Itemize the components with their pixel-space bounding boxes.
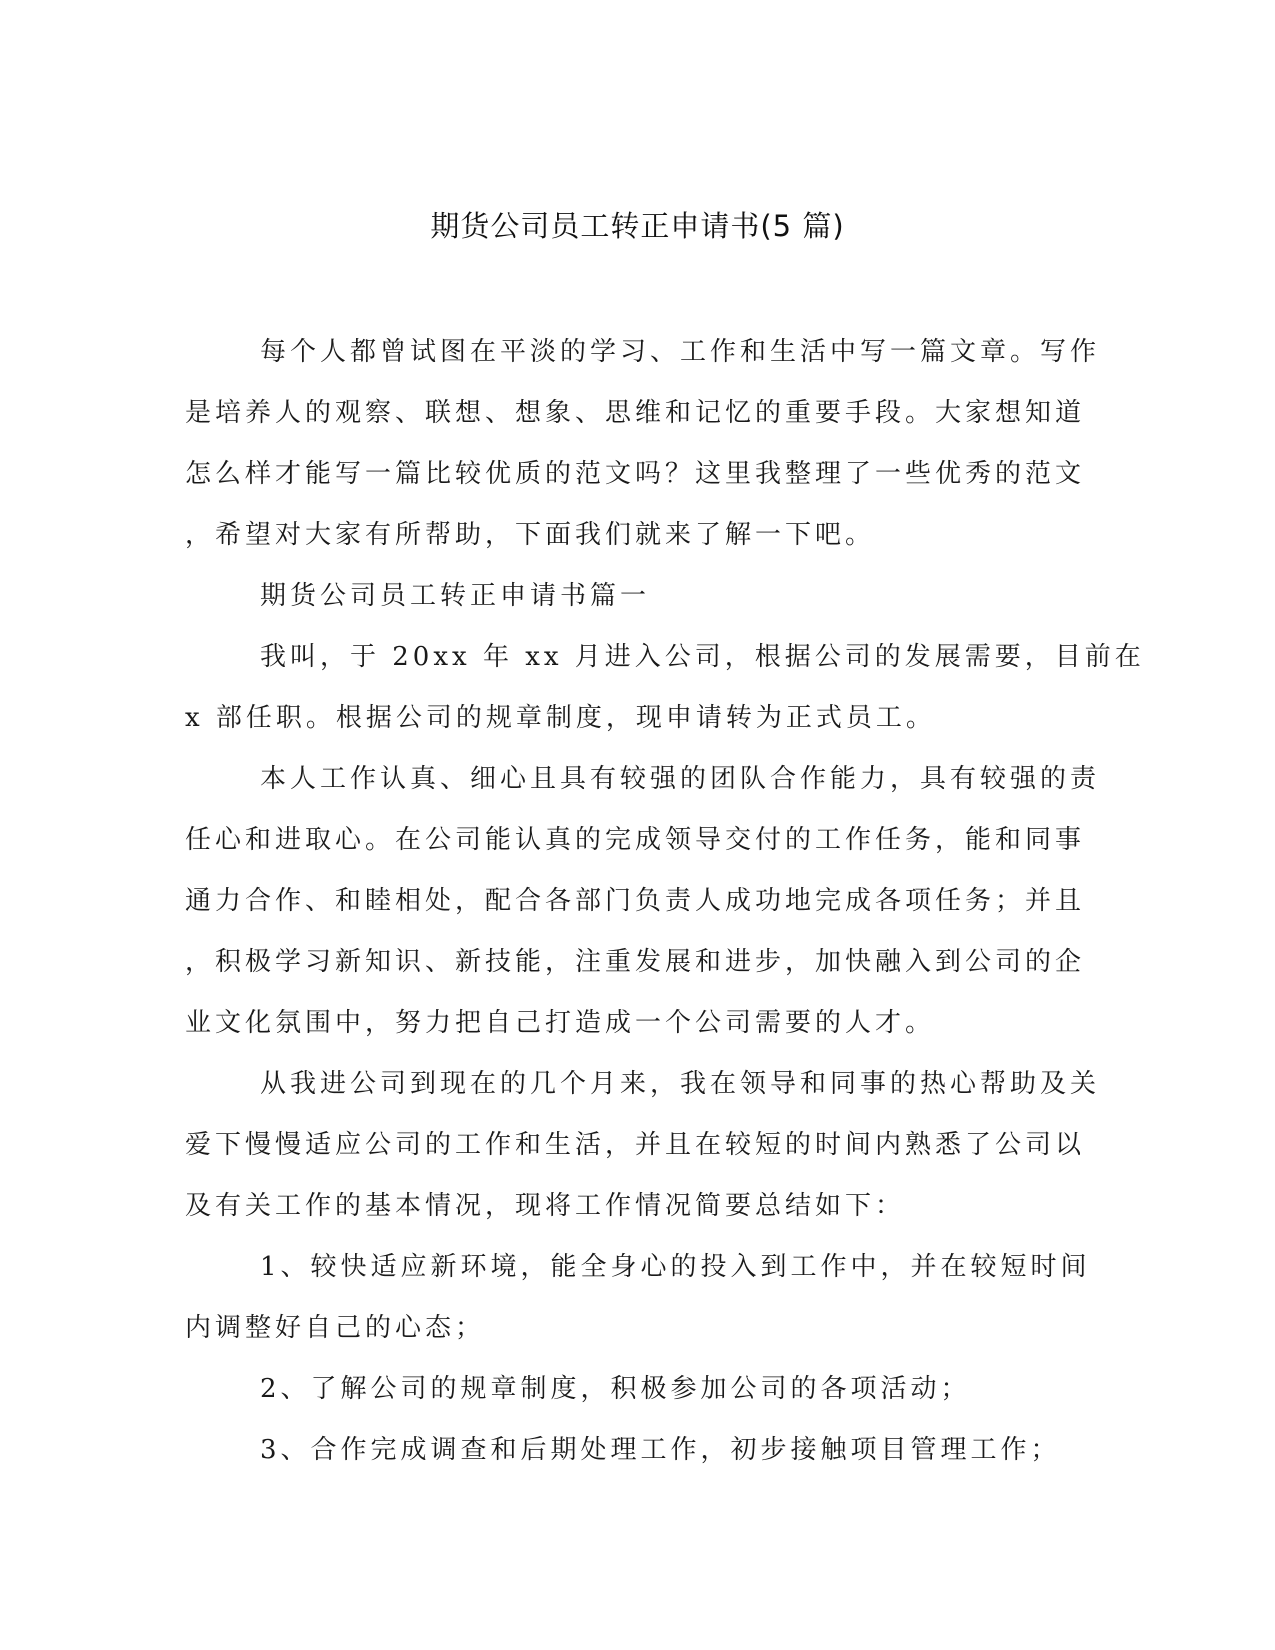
- text-line: 业文化氛围中，努力把自己打造成一个公司需要的人才。: [185, 1008, 936, 1038]
- text-line: ，积极学习新知识、新技能，注重发展和进步，加快融入到公司的企: [185, 947, 1086, 977]
- text-line: 内调整好自己的心态；: [185, 1313, 486, 1343]
- text-line: 期货公司员工转正申请书篇一: [260, 581, 651, 611]
- text-line: 本人工作认真、细心且具有较强的团队合作能力，具有较强的责: [260, 764, 1101, 794]
- text-line: 3、合作完成调查和后期处理工作，初步接触项目管理工作；: [260, 1435, 1061, 1465]
- text-line: 2、了解公司的规章制度，积极参加公司的各项活动；: [260, 1374, 971, 1404]
- text-line: 及有关工作的基本情况，现将工作情况简要总结如下：: [185, 1191, 906, 1221]
- document-title: 期货公司员工转正申请书(5 篇): [430, 209, 845, 243]
- text-line: 我叫，于 20xx 年 xx 月进入公司，根据公司的发展需要，目前在: [260, 642, 1145, 672]
- text-line: 1、较快适应新环境，能全身心的投入到工作中，并在较短时间: [260, 1252, 1091, 1282]
- text-line: 爱下慢慢适应公司的工作和生活，并且在较短的时间内熟悉了公司以: [185, 1130, 1086, 1160]
- text-line: 任心和进取心。在公司能认真的完成领导交付的工作任务，能和同事: [185, 825, 1086, 855]
- text-line: 怎么样才能写一篇比较优质的范文吗？这里我整理了一些优秀的范文: [185, 459, 1086, 489]
- text-line: 从我进公司到现在的几个月来，我在领导和同事的热心帮助及关: [260, 1069, 1101, 1099]
- document-body: [185, 322, 1145, 1481]
- text-line: 是培养人的观察、联想、想象、思维和记忆的重要手段。大家想知道: [185, 398, 1086, 428]
- text-line: 通力合作、和睦相处，配合各部门负责人成功地完成各项任务；并且: [185, 886, 1086, 916]
- text-line: x 部任职。根据公司的规章制度，现申请转为正式员工。: [185, 703, 936, 733]
- text-line: ，希望对大家有所帮助，下面我们就来了解一下吧。: [185, 520, 876, 550]
- text-line: 每个人都曾试图在平淡的学习、工作和生活中写一篇文章。写作: [260, 337, 1101, 367]
